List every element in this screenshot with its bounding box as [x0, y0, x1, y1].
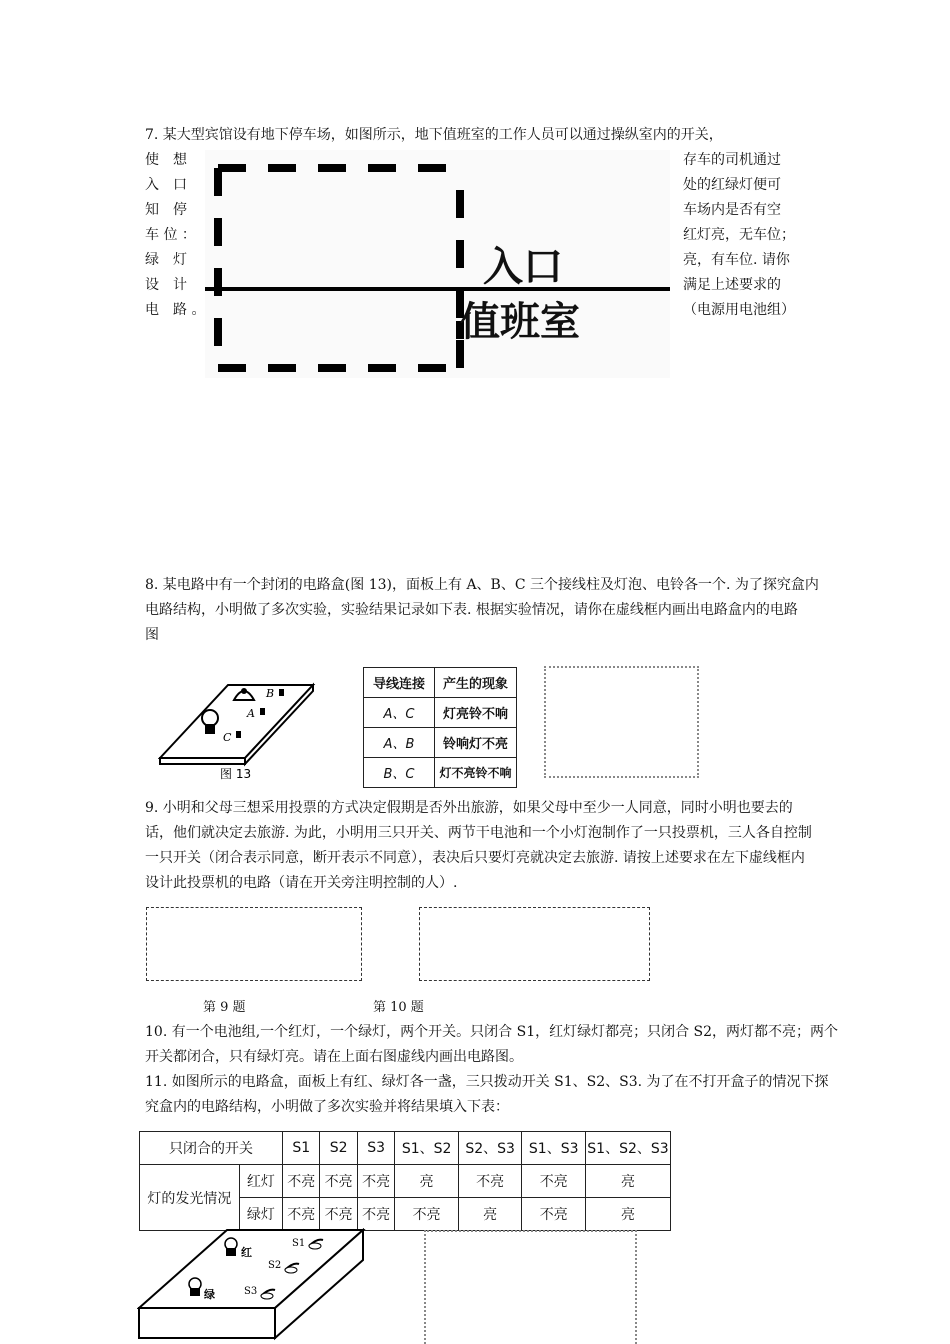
table-cell: 不亮: [283, 1165, 320, 1198]
q7-right-text: 车场内是否有空: [683, 202, 781, 218]
table-corner-header: 只闭合的开关: [140, 1132, 283, 1165]
q7-right-text: 存车的司机通过: [683, 152, 781, 168]
table-cell: 不亮: [320, 1198, 357, 1231]
q7-left-text: 入 口: [145, 177, 187, 193]
table-row: [364, 758, 517, 788]
circuit-box-figure-13: [158, 660, 323, 785]
q7-left-text: 知 停: [145, 202, 187, 218]
q7-line1: 7. 某大型宾馆设有地下停车场，如图所示，地下值班室的工作人员可以通过操纵室内的开关，: [145, 127, 723, 143]
table-header: S3: [357, 1132, 394, 1165]
table-cell: 不亮: [522, 1198, 586, 1231]
q9-line4: 设计此投票机的电路（请在开关旁注明控制的人）.: [145, 875, 458, 891]
table-row-label: 红灯: [239, 1165, 282, 1198]
table-cell: 亮: [458, 1198, 522, 1231]
table-row-label: 绿灯: [239, 1198, 282, 1231]
q7-left-text: 车 位 ：: [145, 227, 196, 243]
table-header: S1: [283, 1132, 320, 1165]
table-group-label: 灯的发光情况: [140, 1165, 240, 1231]
table-header-row: [140, 1132, 671, 1165]
q9-answer-box[interactable]: [146, 907, 362, 981]
table-header: S1、S2: [395, 1132, 459, 1165]
q9-line1: 9. 小明和父母三想采用投票的方式决定假期是否外出旅游，如果父母中至少一人同意，同时小明也要去的: [145, 800, 793, 816]
q7-left-text: 绿 灯: [145, 252, 187, 268]
table-header-row: [364, 668, 517, 698]
switch-s1-label: S1: [292, 1238, 306, 1249]
q10-line2: 开关都闭合，只有绿灯亮。请在上面右图虚线内画出电路图。: [145, 1049, 523, 1065]
table-row: [364, 698, 517, 728]
q9-line2: 话，他们就决定去旅游. 为此，小明用三只开关、两节干电池和一个小灯泡制作了一只投票机，三人各自控制: [145, 825, 812, 841]
table-cell: 不亮: [283, 1198, 320, 1231]
table-header: S1、S2、S3: [586, 1132, 671, 1165]
table-cell: 亮: [586, 1198, 671, 1231]
q11-line1: 11. 如图所示的电路盒，面板上有红、绿灯各一盏，三只拨动开关 S1、S2、S3. 为了在不打开盒子的情况下探: [145, 1074, 829, 1090]
table-cell: 不亮: [395, 1198, 459, 1231]
q11-results-table: [139, 1131, 671, 1231]
table-cell: 不亮: [357, 1165, 394, 1198]
q8-line2: 电路结构，小明做了多次实验，实验结果记录如下表. 根据实验情况，请你在虚线框内画出电路盒内的电路: [145, 602, 798, 618]
q7-left-text: 设 计: [145, 277, 187, 293]
q7-right-text: 处的红绿灯便可: [683, 177, 781, 193]
q11-answer-box[interactable]: [424, 1230, 637, 1344]
table-cell: 灯不亮铃不响: [435, 758, 517, 788]
switch-s2-label: S2: [268, 1260, 282, 1271]
q8-answer-box[interactable]: [544, 666, 699, 778]
q11-line2: 究盒内的电路结构，小明做了多次实验并将结果填入下表：: [145, 1099, 509, 1115]
figure-13-caption: 图 13: [220, 767, 252, 781]
entrance-label: 入口: [483, 244, 563, 290]
table-cell: 不亮: [357, 1198, 394, 1231]
table-header: S2、S3: [458, 1132, 522, 1165]
q7-left-text: 使 想: [145, 152, 187, 168]
q9-line3: 一只开关（闭合表示同意，断开表示不同意），表决后只要灯亮就决定去旅游. 请按上述要求在左下虚线框内: [145, 850, 805, 866]
q9-box-caption: 第 9 题: [203, 1000, 246, 1015]
q8-line1: 8. 某电路中有一个封闭的电路盒(图 13)，面板上有 A、B、C 三个接线柱及灯泡、电铃各一个. 为了探究盒内: [145, 577, 819, 593]
q11-circuit-box-figure: [137, 1228, 367, 1342]
table-header: S1、S3: [522, 1132, 586, 1165]
table-cell: 不亮: [522, 1165, 586, 1198]
table-cell: A、C: [364, 698, 435, 728]
q8-results-table: [363, 667, 517, 788]
table-header: 导线连接: [364, 668, 435, 698]
green-lamp-label: 绿: [204, 1288, 215, 1301]
table-header: S2: [320, 1132, 357, 1165]
table-cell: 不亮: [320, 1165, 357, 1198]
q7-right-text: 红灯亮，无车位；: [683, 227, 795, 243]
switch-s3-label: S3: [244, 1286, 258, 1297]
table-cell: 亮: [395, 1165, 459, 1198]
table-row: [140, 1165, 671, 1198]
q10-box-caption: 第 10 题: [373, 1000, 424, 1015]
q10-line1: 10. 有一个电池组,一个红灯，一个绿灯，两个开关。只闭合 S1，红灯绿灯都亮；只闭合 S2，两灯都不亮；两个: [145, 1024, 839, 1040]
q7-right-column: [683, 148, 813, 323]
q10-answer-box[interactable]: [419, 907, 650, 981]
table-cell: B、C: [364, 758, 435, 788]
table-cell: 亮: [586, 1165, 671, 1198]
table-cell: 灯亮铃不响: [435, 698, 517, 728]
q7-right-text: 满足上述要求的: [683, 277, 781, 293]
parking-figure: [205, 150, 670, 378]
table-row: [364, 728, 517, 758]
q7-left-text: 电 路 。: [145, 302, 206, 318]
table-cell: A、B: [364, 728, 435, 758]
q8-line3: 图: [145, 627, 159, 643]
q7-right-text: （电源用电池组）: [683, 302, 795, 318]
duty-room-label: 值班室: [460, 299, 580, 345]
q7-right-text: 亮，有车位. 请你: [683, 252, 790, 268]
table-cell: 铃响灯不亮: [435, 728, 517, 758]
terminal-a-label: A: [247, 707, 255, 720]
table-cell: 不亮: [458, 1165, 522, 1198]
q7-left-column: [145, 148, 205, 323]
table-header: 产生的现象: [435, 668, 517, 698]
red-lamp-label: 红: [241, 1246, 252, 1259]
terminal-c-label: C: [223, 731, 232, 744]
terminal-b-label: B: [266, 687, 275, 700]
